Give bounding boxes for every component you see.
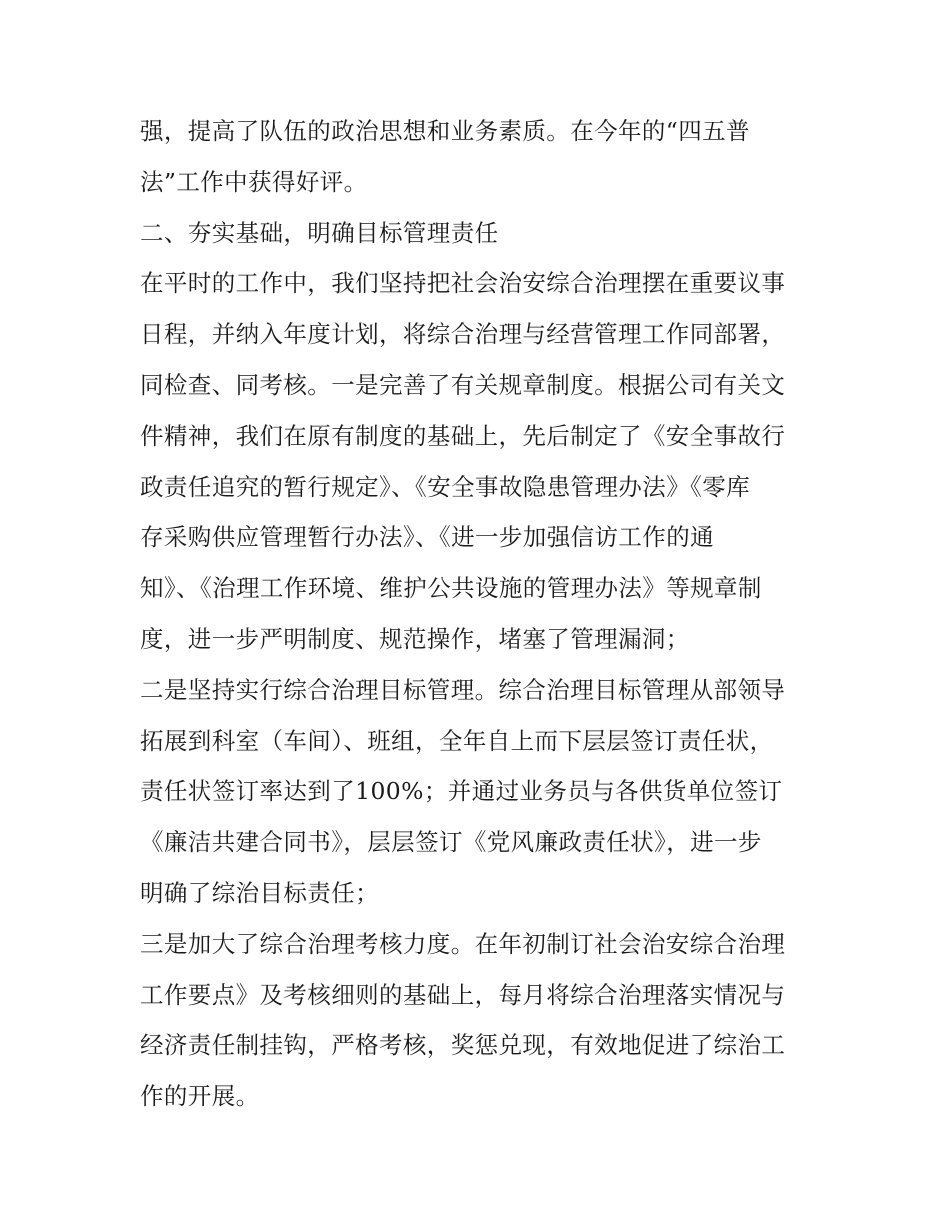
text-line: 同检查、同考核。一是完善了有关规章制度。根据公司有关文 [140, 370, 786, 399]
document-body [140, 106, 820, 1122]
section-heading: 二、夯实基础，明确目标管理责任 [140, 218, 499, 247]
text-line: 三是加大了综合治理考核力度。在年初制订社会治安综合治理 [140, 929, 786, 958]
text-line: 拓展到科室（车间）、班组，全年自上而下层层签订责任状， [140, 726, 774, 755]
text-line: 明确了综治目标责任； [140, 878, 379, 907]
text-line: 强，提高了队伍的政治思想和业务素质。在今年的“四五普 [140, 117, 750, 145]
text-line: 二是坚持实行综合治理目标管理。综合治理目标管理从部领导 [140, 675, 786, 704]
text-line: 政责任追究的暂行规定》、《安全事故隐患管理办法》《零库 [140, 472, 751, 501]
text-line: 法”工作中获得好评。 [140, 167, 368, 196]
text-line: 存采购供应管理暂行办法》、《进一步加强信访工作的通 [140, 523, 714, 552]
text-line: 度，进一步严明制度、规范操作，堵塞了管理漏洞； [140, 624, 690, 653]
text-line: 日程，并纳入年度计划，将综合治理与经营管理工作同部署， [140, 320, 786, 349]
text-line: 知》、《治理工作环境、维护公共设施的管理办法》等规章制 [140, 574, 762, 603]
text-line: 责任状签订率达到了100%；并通过业务员与各供货单位签订 [140, 777, 783, 806]
text-line: 经济责任制挂钩，严格考核，奖惩兑现，有效地促进了综治工 [140, 1031, 786, 1060]
text-line: 件精神，我们在原有制度的基础上，先后制定了《安全事故行 [140, 421, 786, 450]
text-line: 作的开展。 [140, 1082, 260, 1111]
text-line: 《廉洁共建合同书》，层层签订《党风廉政责任状》，进一步 [140, 828, 762, 857]
text-line: 工作要点》及考核细则的基础上，每月将综合治理落实情况与 [140, 980, 786, 1009]
text-line: 在平时的工作中，我们坚持把社会治安综合治理摆在重要议事 [140, 269, 786, 298]
